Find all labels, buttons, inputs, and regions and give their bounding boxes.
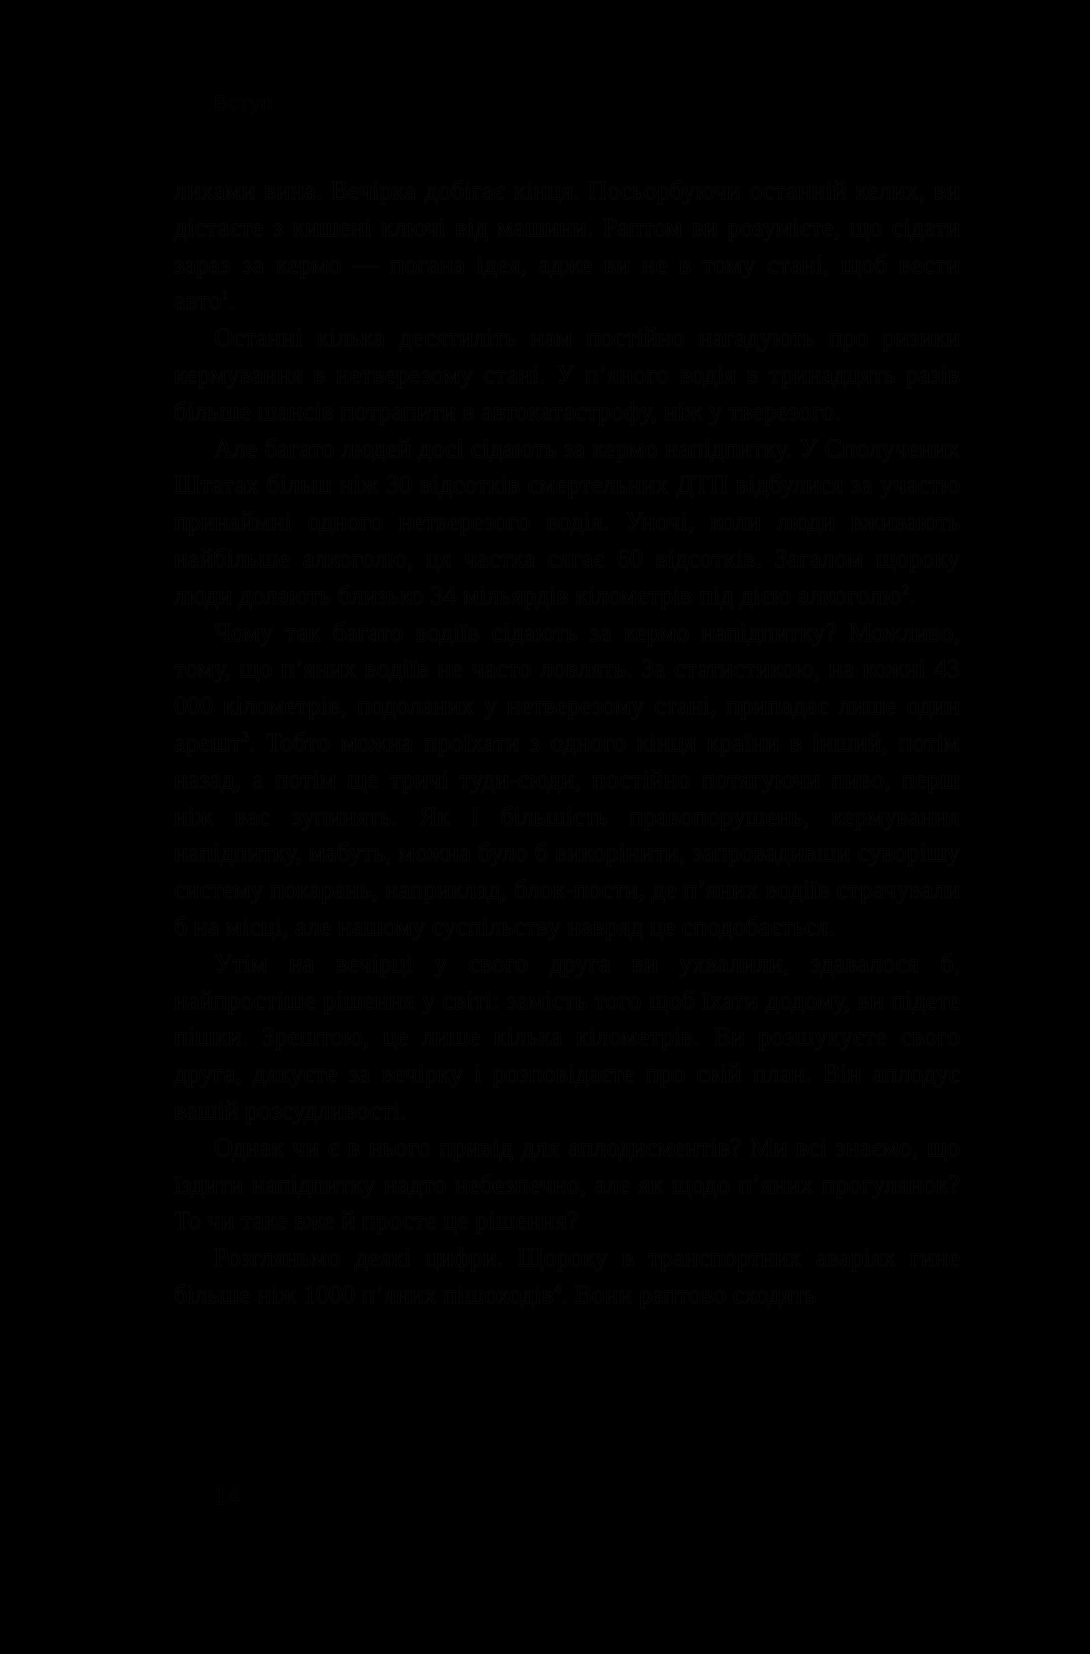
footnote-ref: 3 bbox=[241, 729, 249, 746]
paragraph bbox=[174, 173, 960, 320]
paragraph-text: . bbox=[909, 580, 916, 610]
paragraph-text: Чому так багато водіїв сідають за кермо напідпитку? Можливо, тому, що п’яних водіїв не часто ловлять. За статистикою, на кожні 43 000 кілометрів, подоланих у нетверезому стані, припадає лише один арешт bbox=[174, 617, 960, 757]
paragraph bbox=[174, 946, 960, 1130]
body-text bbox=[174, 173, 960, 1314]
paragraph-text: Розгляньмо деякі цифри. Щороку в транспортних аваріях гине більше ніж 1000 п’яних пішоходів bbox=[174, 1243, 960, 1309]
paragraph-text: . Тобто можна проїхати з одного кінця країни в інший, потім назад, а потім ще тричі туди-сюди, постійно потягуючи пиво, перш ніж вас зупинять. Як і більшість правопорушень, кермування напідпитку, мабуть, можна було б викорінити, запровадивши суворішу систему покарань, наприклад, блок-пости, де п’яних водіїв страчували б на місці, але нашому суспільству навряд це сподобається. bbox=[174, 727, 960, 941]
paragraph-text: Однак чи є в нього привід для аплодисментів? Ми всі знаємо, що їздити напідпитку надто небезпечно, але як щодо п’яних прогулянок? То чи таке вже й просте це рішення? bbox=[174, 1132, 960, 1236]
paragraph bbox=[174, 431, 960, 615]
footnote-ref: 1 bbox=[221, 287, 229, 304]
paragraph-text: Утім на вечірці у свого друга ви ухвалили, здавалося б, найпростіше рішення у світі: замість того щоб їхати додому, ви підете пішки. Зрештою, це лише кілька кілометрів. Ви розшукуєте свого друга, дякуєте за вечірку і розповідаєте про свій план. Він аплодує вашій розсудливості. bbox=[174, 948, 960, 1125]
paragraph bbox=[174, 1240, 960, 1314]
paragraph bbox=[174, 1130, 960, 1240]
paragraph-text: . Вони раптово сходять bbox=[561, 1279, 817, 1309]
footnote-ref: 4 bbox=[553, 1281, 562, 1298]
page-number: 14 bbox=[214, 1483, 241, 1510]
paragraph-text: Але багато людей досі сідають за кермо напідпитку. У Сполучених Штатах більш ніж 30 відсотків смертельних ДТП відбулися за участю принаймні одного нетверезого водія. Уночі, коли люди вживають найбільше алкоголю, ця частка сягає 60 відсотків. Загалом щороку люди долають близько 34 мільярдів кілометрів під дією алкоголю bbox=[174, 433, 960, 610]
paragraph-text: Останні кілька десятиліть нам постійно нагадують про ризики кермування в нетверезому стані. У п’яного водія в тринадцять разів більше шансів потрапити в автокатастрофу, ніж у тверезого. bbox=[174, 323, 960, 426]
paragraph bbox=[174, 320, 960, 430]
paragraph-text: лихами вина. Вечірка добігає кінця. Посьорбуючи останній келих, ви дістаєте з кишені ключі від машини. Раптом ви розумієте, що сідати зараз за кермо — погана ідея, адже ви не в тому стані, щоб вести авто bbox=[174, 176, 960, 316]
paragraph-text: . bbox=[228, 286, 236, 316]
running-head: Вступ bbox=[214, 92, 273, 115]
paragraph bbox=[174, 615, 960, 946]
footnote-ref: 2 bbox=[901, 582, 910, 599]
